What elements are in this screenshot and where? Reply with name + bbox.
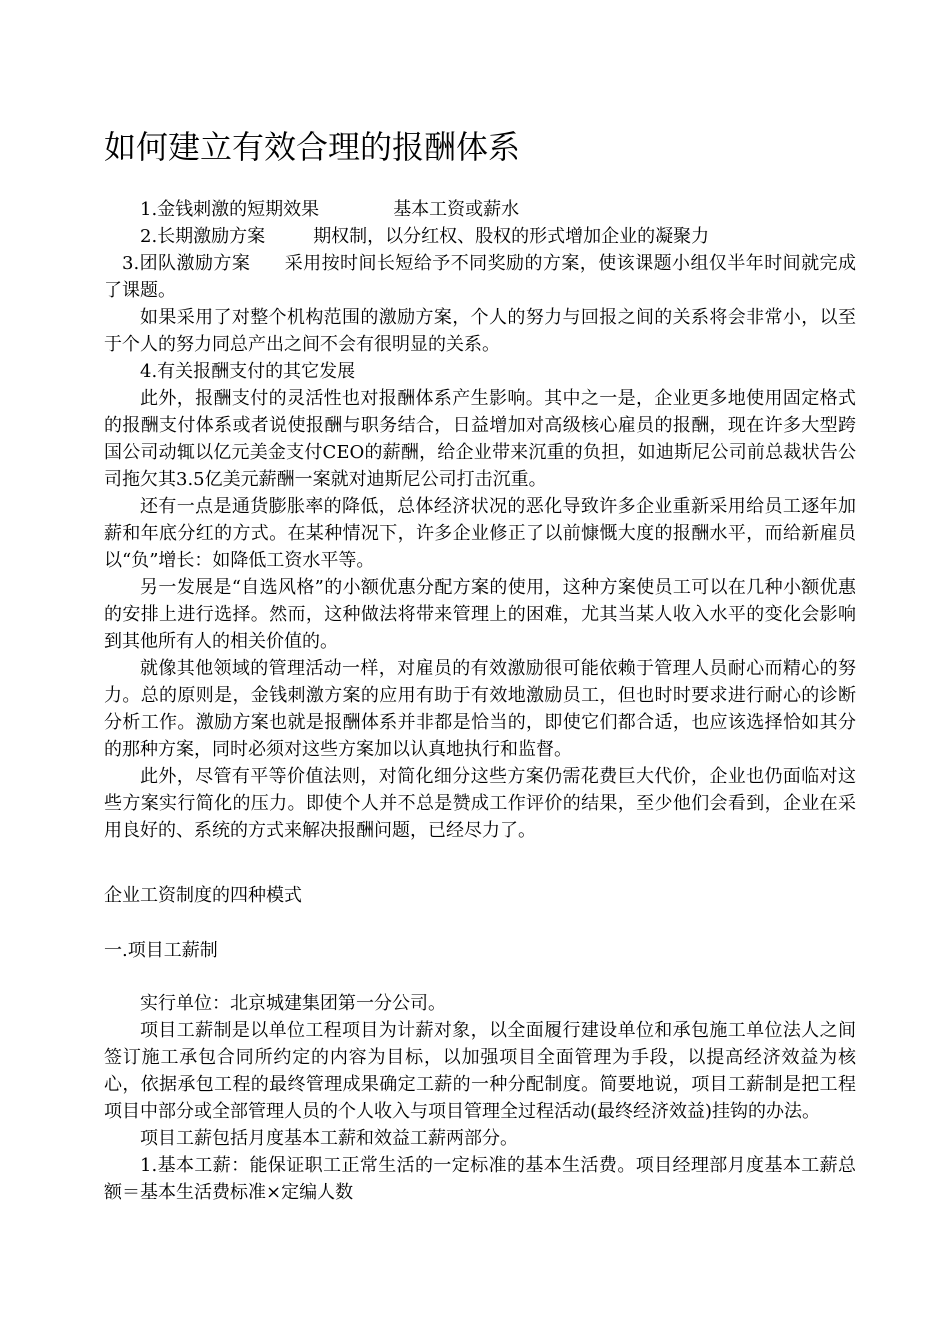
- item-description: 期权制，以分红权、股权的形式增加企业的凝聚力: [313, 226, 710, 247]
- paragraph: 此外，报酬支付的灵活性也对报酬体系产生影响。其中之一是，企业更多地使用固定格式的报酬支付体系或者说使报酬与职务结合，日益增加对高级核心雇员的报酬，现在许多大型跨国公司动辄以亿元美金支付CEO的薪酬，给企业带来沉重的负担，如迪斯尼公司前总裁状告公司拖欠其3.5亿美元薪酬一案就对迪斯尼公司打击沉重。: [104, 388, 856, 490]
- document-title: 如何建立有效合理的报酬体系: [104, 128, 521, 166]
- list-item: [104, 223, 856, 250]
- subsection-title: 一.项目工薪制: [104, 940, 218, 961]
- paragraph: 项目工薪包括月度基本工薪和效益工薪两部分。: [140, 1128, 518, 1149]
- section-content: [104, 990, 856, 1206]
- paragraph: 就像其他领域的管理活动一样，对雇员的有效激励很可能依赖于管理人员耐心而精心的努力。总的原则是，金钱刺激方案的应用有助于有效地激励员工，但也时时要求进行耐心的诊断分析工作。激励方案也就是报酬体系并非都是恰当的，即使它们都合适，也应该选择恰如其分的那种方案，同时必须对这些方案加以认真地执行和监督。: [104, 658, 856, 760]
- paragraph: 另一发展是“自选风格”的小额优惠分配方案的使用，这种方案使员工可以在几种小额优惠的安排上进行选择。然而，这种做法将带来管理上的困难，尤其当某人收入水平的变化会影响到其他所有人的相关价值的。: [104, 577, 856, 652]
- subheading: 4.有关报酬支付的其它发展: [140, 361, 356, 382]
- section-title: 企业工资制度的四种模式: [104, 885, 302, 906]
- main-content: [104, 196, 856, 844]
- paragraph: 实行单位：北京城建集团第一分公司。: [140, 993, 446, 1014]
- item-number: 1.金钱刺激的短期效果: [140, 199, 320, 220]
- item-description: 基本工资或薪水: [393, 199, 520, 220]
- list-item: [104, 196, 856, 223]
- paragraph: 1.基本工薪：能保证职工正常生活的一定标准的基本生活费。项目经理部月度基本工薪总额＝基本生活费标准×定编人数: [104, 1155, 856, 1203]
- item-number: 2.长期激励方案: [140, 226, 266, 247]
- paragraph: 此外，尽管有平等价值法则，对简化细分这些方案仍需花费巨大代价，企业也仍面临对这些方案实行简化的压力。即使个人并不总是赞成工作评价的结果，至少他们会看到，企业在采用良好的、系统的方式来解决报酬问题，已经尽力了。: [104, 766, 856, 841]
- paragraph: 如果采用了对整个机构范围的激励方案，个人的努力与回报之间的关系将会非常小，以至于个人的努力同总产出之间不会有很明显的关系。: [104, 307, 856, 355]
- item-number: 3.团队激励方案: [122, 253, 251, 274]
- paragraph: 还有一点是通货膨胀率的降低，总体经济状况的恶化导致许多企业重新采用给员工逐年加薪和年底分红的方式。在某种情况下，许多企业修正了以前慷慨大度的报酬水平，而给新雇员以“负”增长：如降低工资水平等。: [104, 496, 856, 571]
- list-item: [104, 250, 856, 304]
- paragraph: 项目工薪制是以单位工程项目为计薪对象，以全面履行建设单位和承包施工单位法人之间签订施工承包合同所约定的内容为目标，以加强项目全面管理为手段，以提高经济效益为核心，依据承包工程的最终管理成果确定工薪的一种分配制度。简要地说，项目工薪制是把工程项目中部分或全部管理人员的个人收入与项目管理全过程活动(最终经济效益)挂钩的办法。: [104, 1020, 856, 1122]
- item-description: 采用按时间长短给予不同奖励的方案，使该课题小组仅半年时间就完成了课题。: [104, 253, 856, 301]
